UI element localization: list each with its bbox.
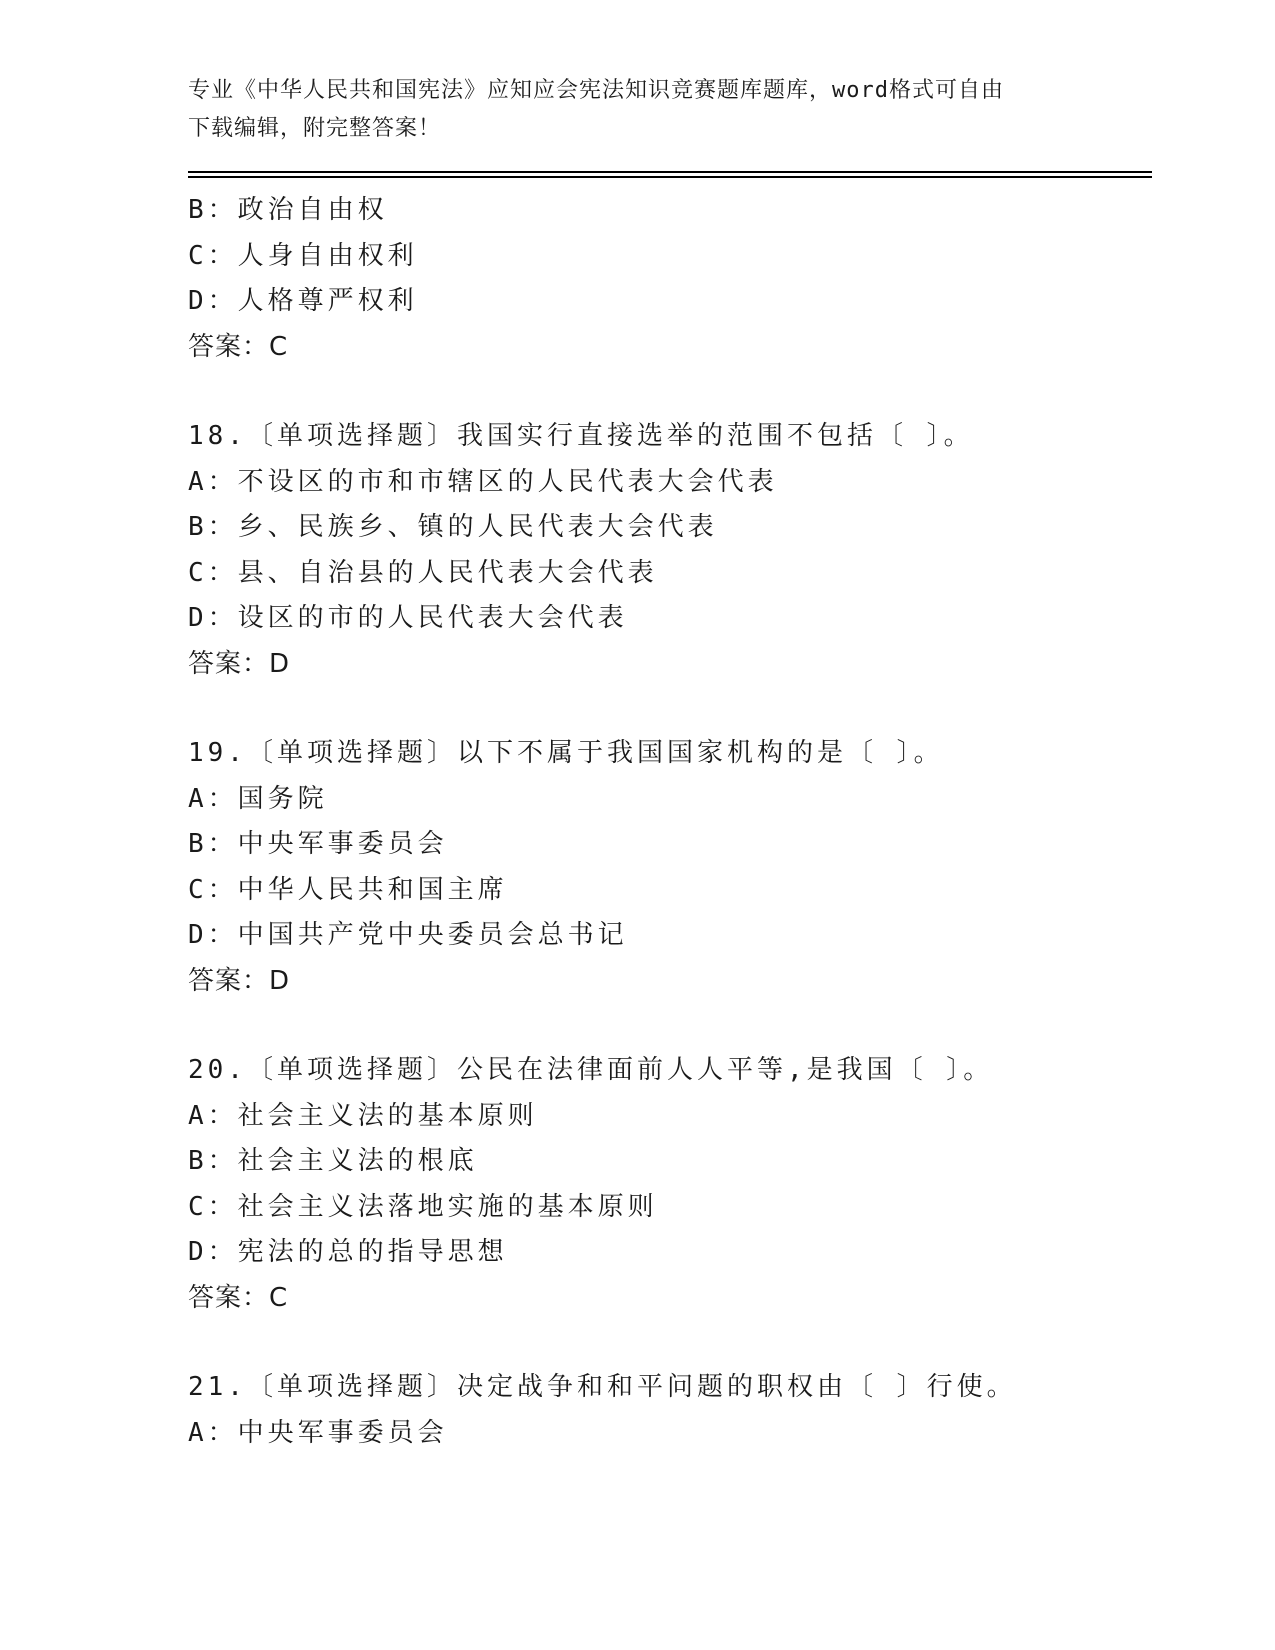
block-spacer	[188, 687, 1148, 731]
answer: 答案：D	[188, 648, 291, 679]
header-divider-bottom	[188, 176, 1152, 178]
option-c: C：县、自治县的人民代表大会代表	[188, 557, 658, 588]
option-b: B：社会主义法的根底	[188, 1146, 478, 1176]
answer: 答案：D	[188, 965, 291, 996]
question-block-18	[188, 414, 1148, 687]
option-a: A：社会主义法的基本原则	[188, 1100, 538, 1131]
question-block-21	[188, 1365, 1148, 1456]
option-a: A：不设区的市和市辖区的人民代表大会代表	[188, 466, 778, 497]
answer: 答案：C	[188, 331, 289, 362]
option-a: A：中央军事委员会	[188, 1417, 448, 1448]
question-text: 20.〔单项选择题〕公民在法律面前人人平等,是我国〔 〕。	[188, 1055, 994, 1085]
header-line-1: 专业《中华人民共和国宪法》应知应会宪法知识竞赛题库题库，word格式可自由	[188, 78, 1004, 103]
question-text: 21.〔单项选择题〕决定战争和和平问题的职权由〔 〕行使。	[188, 1372, 1017, 1402]
header-line-2: 下载编辑，附完整答案！	[188, 116, 442, 141]
option-b: B：乡、民族乡、镇的人民代表大会代表	[188, 512, 718, 542]
block-spacer	[188, 1321, 1148, 1365]
option-d: D：人格尊严权利	[188, 286, 418, 316]
option-d: D：设区的市的人民代表大会代表	[188, 603, 628, 633]
question-block-20	[188, 1048, 1148, 1321]
document-header	[188, 72, 1088, 148]
question-text: 19.〔单项选择题〕以下不属于我国国家机构的是〔 〕。	[188, 738, 944, 768]
option-d: D：中国共产党中央委员会总书记	[188, 920, 628, 950]
option-b: B：政治自由权	[188, 195, 388, 225]
option-c: C：中华人民共和国主席	[188, 874, 508, 905]
question-list	[188, 188, 1148, 1456]
question-block-17	[188, 188, 1148, 370]
option-c: C：人身自由权利	[188, 240, 418, 271]
option-b: B：中央军事委员会	[188, 829, 448, 859]
block-spacer	[188, 1004, 1148, 1048]
block-spacer	[188, 370, 1148, 414]
question-text: 18.〔单项选择题〕我国实行直接选举的范围不包括〔 〕。	[188, 421, 974, 451]
answer: 答案：C	[188, 1282, 289, 1313]
option-a: A：国务院	[188, 783, 328, 814]
header-divider-top	[188, 171, 1152, 173]
option-c: C：社会主义法落地实施的基本原则	[188, 1191, 658, 1222]
option-d: D：宪法的总的指导思想	[188, 1237, 508, 1267]
question-block-19	[188, 731, 1148, 1004]
